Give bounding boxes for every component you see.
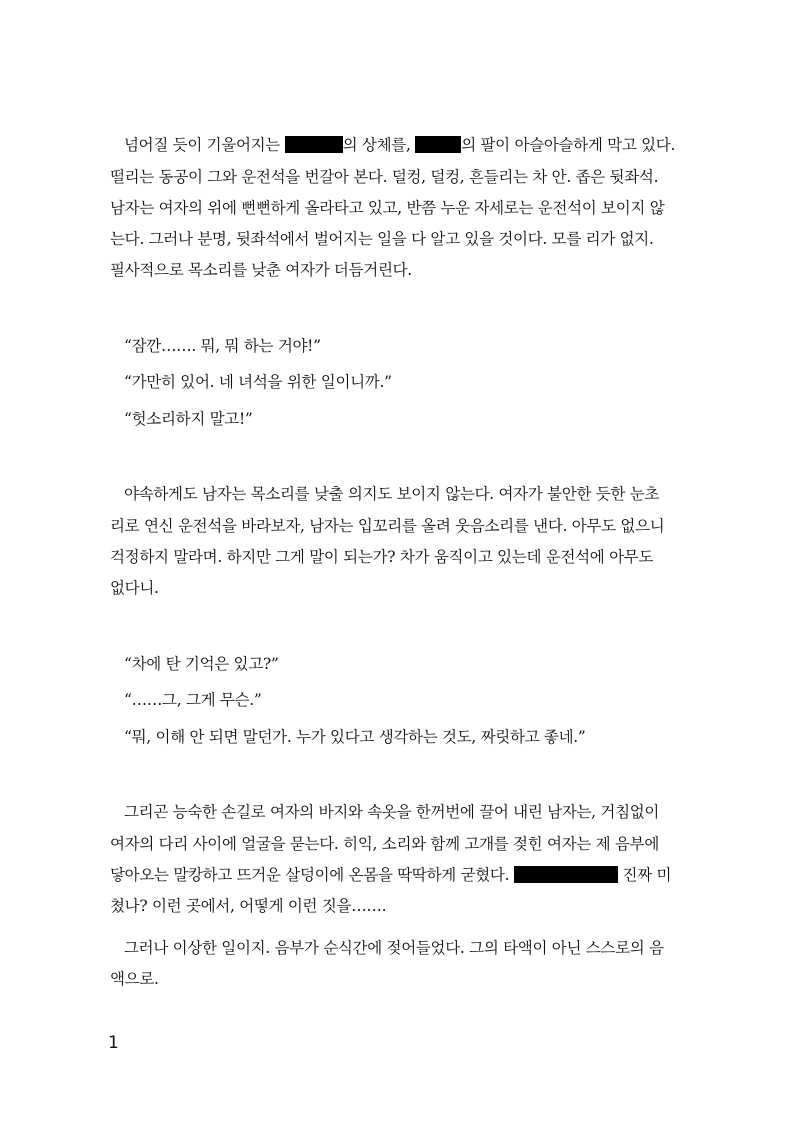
paragraph-3-line-1: 그리곤 능숙한 손길로 여자의 바지와 속옷을 한꺼번에 끌어 내린 남자는, 거침없이: [124, 803, 660, 821]
dialogue-line: “헛소리하지 말고!”: [124, 410, 253, 428]
dialogue-line: “……그, 그게 무슨.”: [124, 691, 262, 709]
dialogue-line: “잠깐……. 뭐, 뭐 하는 거야!”: [124, 337, 321, 355]
text-span: 넘어질 듯이 기울어지는: [124, 136, 285, 154]
paragraph-1-line-1: [110, 134, 690, 156]
text-span: 의 팔이 아슬아슬하게 막고 있다.: [461, 136, 676, 154]
paragraph-1-line-5: 필사적으로 목소리를 낮춘 여자가 더듬거린다.: [110, 261, 412, 279]
page-number: 1: [108, 1033, 119, 1053]
redaction-bar: [285, 136, 343, 153]
paragraph-2-line-4: 없다니.: [110, 579, 159, 597]
paragraph-2-line-3: 걱정하지 말라며. 하지만 그게 말이 되는가? 차가 움직이고 있는데 운전석에 아무도: [110, 548, 654, 566]
paragraph-3-line-4: 쳤나? 이런 곳에서, 어떻게 이런 짓을…….: [110, 897, 387, 915]
dialogue-line: “뭐, 이해 안 되면 말던가. 누가 있다고 생각하는 것도, 짜릿하고 좋네.”: [124, 728, 586, 746]
paragraph-4-line-1: 그러나 이상한 일이지. 음부가 순식간에 젖어들었다. 그의 타액이 아닌 스스로의 음: [124, 939, 664, 957]
paragraph-3-line-2: 여자의 다리 사이에 얼굴을 묻는다. 히익, 소리와 함께 고개를 젖힌 여자는 제 음부에: [110, 835, 659, 853]
paragraph-1-line-3: 남자는 여자의 위에 뻔뻔하게 올라타고 있고, 반쯤 누운 자세로는 운전석이 보이지 않: [110, 199, 665, 217]
paragraph-1-line-2: 떨리는 동공이 그와 운전석을 번갈아 본다. 덜컹, 덜컹, 흔들리는 차 안. 좁은 뒷좌석.: [110, 168, 659, 186]
dialogue-line: “차에 탄 기억은 있고?”: [124, 655, 279, 673]
paragraph-1-line-4: 는다. 그러나 분명, 뒷좌석에서 벌어지는 일을 다 알고 있을 것이다. 모를 리가 없지.: [110, 230, 654, 248]
paragraph-3-line-3: [110, 864, 690, 886]
text-span: 닿아오는 말캉하고 뜨거운 살덩이에 온몸을 딱딱하게 굳혔다.: [110, 866, 514, 884]
text-span: 진짜 미: [617, 866, 672, 884]
dialogue-line: “가만히 있어. 네 녀석을 위한 일이니까.”: [124, 373, 392, 391]
redaction-bar: [514, 866, 618, 883]
paragraph-2-line-2: 리로 연신 운전석을 바라보자, 남자는 입꼬리를 올려 웃음소리를 낸다. 아무도 없으니: [110, 517, 665, 535]
paragraph-2-line-1: 야속하게도 남자는 목소리를 낮출 의지도 보이지 않는다. 여자가 불안한 듯한 눈초: [124, 485, 660, 503]
redaction-bar: [415, 136, 461, 153]
paragraph-4-line-2: 액으로.: [110, 970, 159, 988]
text-span: 의 상체를,: [342, 136, 416, 154]
